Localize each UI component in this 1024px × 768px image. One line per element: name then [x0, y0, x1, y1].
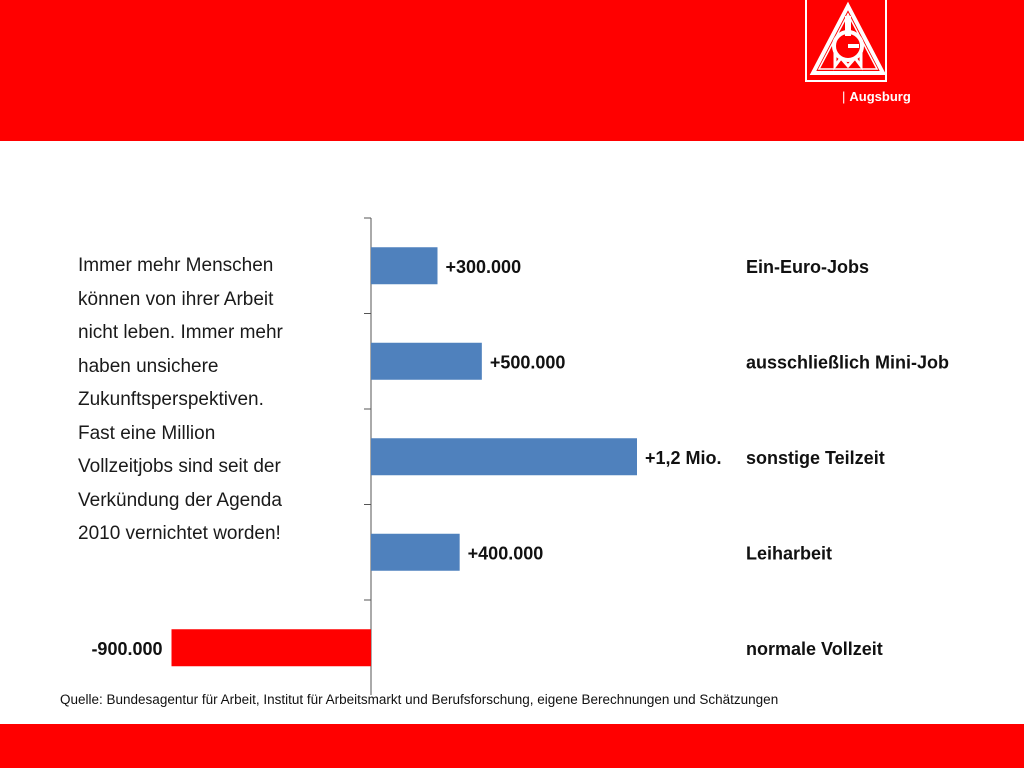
intro-line: Zukunftsperspektiven.: [78, 389, 264, 410]
data-label-4: -900.000: [91, 638, 163, 659]
intro-line: nicht leben. Immer mehr: [78, 322, 283, 343]
bar-0: [371, 247, 438, 284]
data-label-1: +500.000: [489, 352, 566, 373]
intro-line: können von ihrer Arbeit: [78, 288, 274, 310]
intro-line: 2010 vernichtet worden!: [78, 523, 281, 544]
category-label-3: Leiharbeit: [746, 543, 833, 564]
intro-line: haben unsichere: [78, 355, 219, 377]
category-label-2: sonstige Teilzeit: [746, 447, 885, 468]
bar-2: [371, 438, 637, 475]
source-note: Quelle: Bundesagentur für Arbeit, Institut für Arbeitsmarkt und Berufsforschung, eigene Berechnungen und Schätzungen: [60, 692, 779, 707]
category-label-0: Ein-Euro-Jobs: [746, 256, 870, 277]
category-label-4: normale Vollzeit: [746, 638, 883, 659]
intro-line: Vollzeitjobs sind seit der: [78, 456, 281, 477]
intro-line: Verkündung der Agenda: [78, 489, 282, 511]
data-label-0: +300.000: [445, 256, 522, 277]
bar-3: [371, 534, 460, 571]
intro-line: Fast eine Million: [78, 422, 216, 444]
data-label-3: +400.000: [467, 543, 544, 564]
data-label-2: +1,2 Mio.: [645, 447, 722, 468]
category-label-1: ausschließlich Mini-Job: [746, 352, 950, 373]
bar-1: [371, 343, 482, 380]
location-label: | Augsburg: [842, 89, 911, 104]
footer-band: [0, 724, 1024, 768]
bar-4: [172, 629, 372, 666]
intro-line: Immer mehr Menschen: [78, 255, 274, 276]
